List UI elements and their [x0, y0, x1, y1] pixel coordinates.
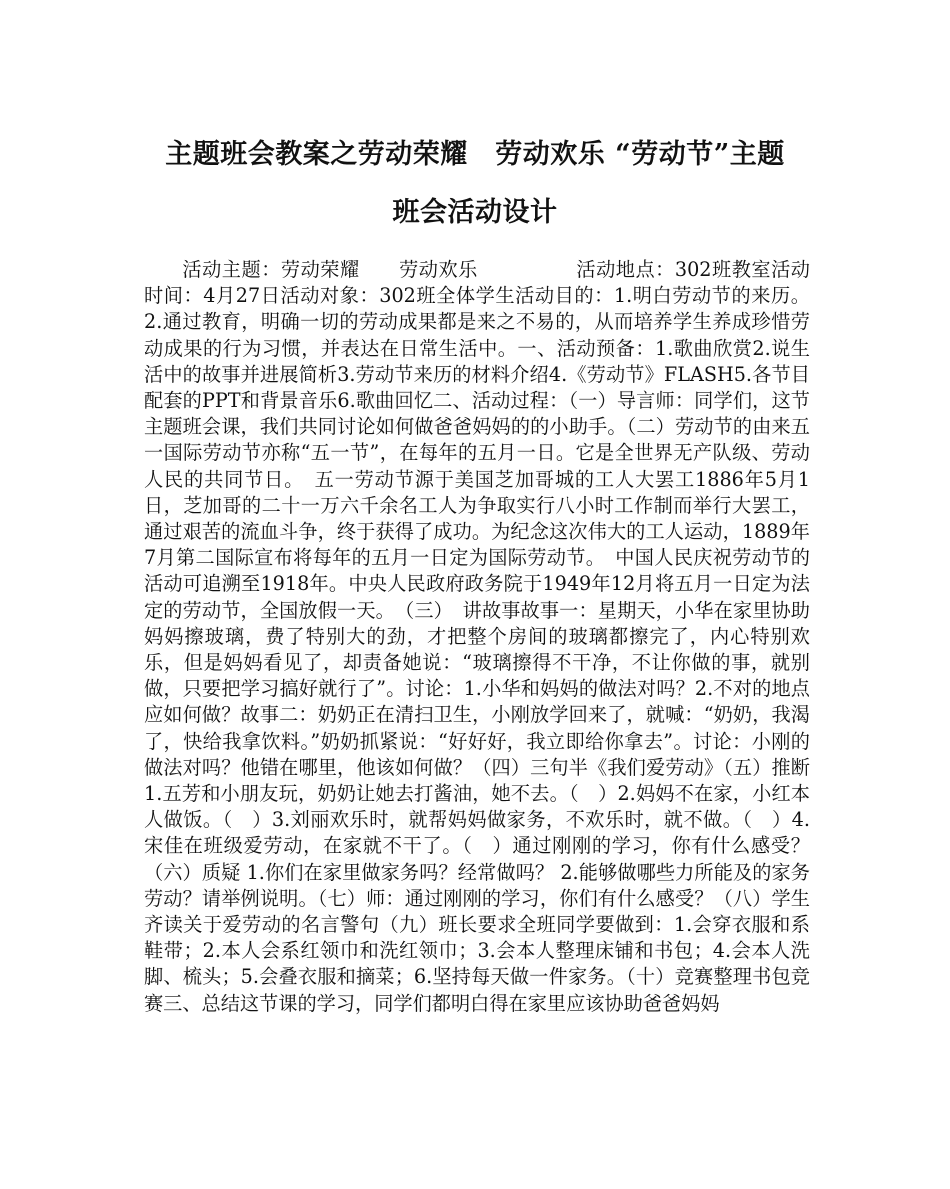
body-paragraph: 活动主题：劳动荣耀 劳动欢乐 活动地点：302班教室活动时间：4月27日活动对象：302班全体学生活动目的：1.明白劳动节的来历。2.通过教育，明确一切的劳动成果都是来之不易的，从而培养学生养成珍惜劳动成果的行为习惯，并表达在日常生活中。一、活动预备：1.歌曲欣赏2.说生活中的故事并进展简析3.劳动节来历的材料介绍4.《劳动节》FLASH5.各节目配套的PPT和背景音乐6.歌曲回忆二、活动过程：（一）导言师：同学们，这节主题班会课，我们共同讨论如何做爸爸妈妈的的小助手。（二）劳动节的由来五一国际劳动节亦称“五一节”，在每年的五月一日。它是全世界无产队级、劳动人民的共同节日。 五一劳动节源于美国芝加哥城的工人大罢工1886年5月1日，芝加哥的二十一万六千余名工人为争取实行八小时工作制而举行大罢工，通过艰苦的流血斗争，终于获得了成功。为纪念这次伟大的工人运动，1889年7月第二国际宣布将每年的五月一日定为国际劳动节。 中国人民庆祝劳动节的活动可追溯至1918年。中央人民政府政务院于1949年12月将五月一日定为法定的劳动节，全国放假一天。 （三） 讲故事故事一：星期天，小华在家里协助妈妈擦玻璃，费了特别大的劲，才把整个房间的玻璃都擦完了，内心特别欢乐，但是妈妈看见了，却责备她说：“玻璃擦得不干净，不让你做的事，就别做，只要把学习搞好就行了”。讨论：1.小华和妈妈的做法对吗？2.不对的地点应如何做？故事二：奶奶正在清扫卫生，小刚放学回来了，就喊：“奶奶，我渴了，快给我拿饮料。”奶奶抓紧说：“好好好，我立即给你拿去”。讨论：小刚的做法对吗？他错在哪里，他该如何做？（四）三句半《我们爱劳动》（五）推断1.五芳和小朋友玩，奶奶让她去打酱油，她不去。（ ）2.妈妈不在家，小红本人做饭。（ ）3.刘丽欢乐时，就帮妈妈做家务，不欢乐时，就不做。（ ）4.宋佳在班级爱劳动，在家就不干了。（ ）通过刚刚的学习，你有什么感受？（六）质疑 1.你们在家里做家务吗？经常做吗？ 2.能够做哪些力所能及的家务劳动？请举例说明。（七）师：通过刚刚的学习，你们有什么感受？（八）学生齐读关于爱劳动的名言警句（九）班长要求全班同学要做到：1.会穿衣服和系鞋带；2.本人会系红领巾和洗红领巾；3.会本人整理床铺和书包；4.会本人洗脚、梳头；5.会叠衣服和摘菜；6.坚持每天做一件家务。（十）竞赛整理书包竞赛三、总结这节课的学习，同学们都明白得在家里应该协助爸爸妈妈 — [144, 258, 810, 1015]
document-title — [120, 126, 830, 242]
title-line-1: 主题班会教案之劳动荣耀 劳动欢乐 “劳动节”主题 — [165, 139, 785, 170]
title-line-2: 班会活动设计 — [392, 197, 558, 228]
